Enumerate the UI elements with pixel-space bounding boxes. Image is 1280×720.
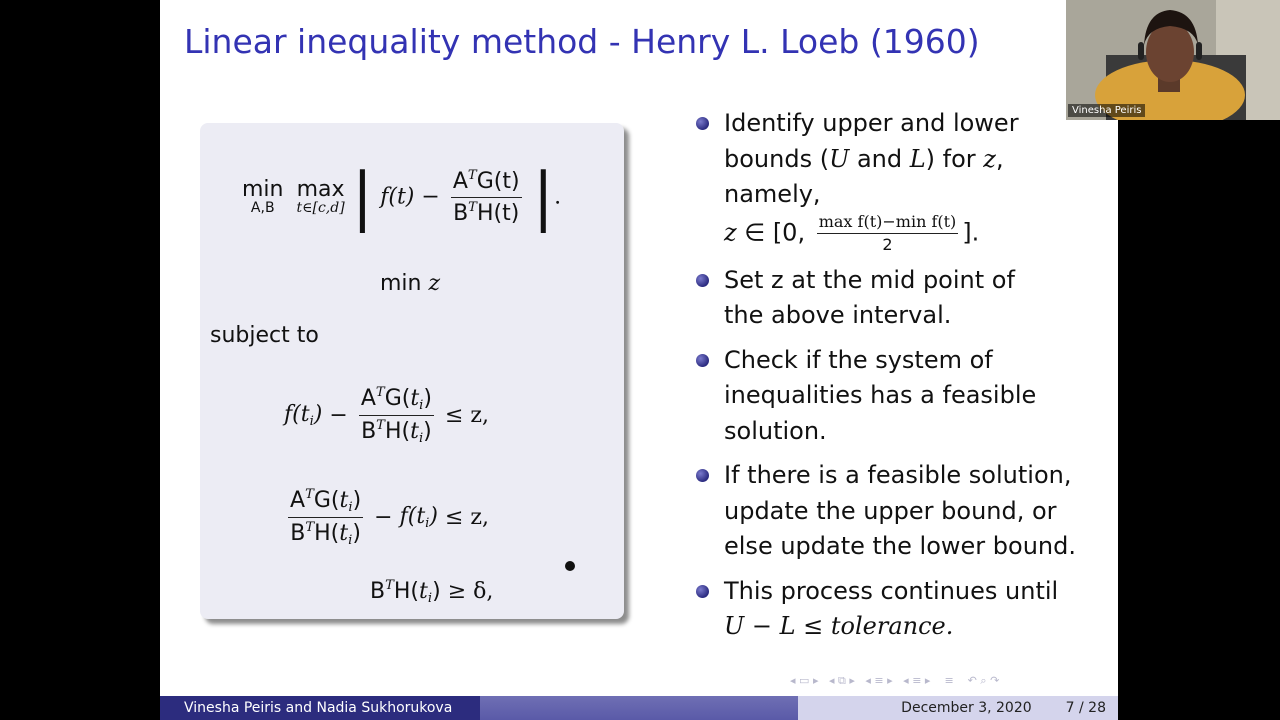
nav-right-icon[interactable]: ▸ bbox=[887, 674, 893, 687]
bullet-icon bbox=[696, 354, 709, 367]
bullet-item: Check if the system of inequalities has a feasible solution. bbox=[692, 343, 1112, 450]
beamer-navigation[interactable] bbox=[790, 674, 1110, 690]
nav-right-icon[interactable]: ▸ bbox=[812, 674, 819, 687]
webcam-tile[interactable] bbox=[1066, 0, 1280, 120]
nav-toc-icon[interactable]: ≡ bbox=[944, 674, 954, 687]
bullet-item: If there is a feasible solution, update the upper bound, or else update the lower bound. bbox=[692, 458, 1112, 565]
constraint-3: $B^TH(t_i) \ge \delta$, bbox=[370, 578, 494, 607]
nav-right-icon[interactable]: ▸ bbox=[924, 674, 931, 687]
constraint-2: $\frac{A^TG(t_i)}{B^TH(t_i)}$ − $f(t_i) \le z$, bbox=[290, 487, 489, 549]
slide-footer bbox=[160, 696, 1118, 720]
slide-title: Linear inequality method - Henry L. Loeb (1960) bbox=[184, 22, 980, 61]
footer-right bbox=[798, 696, 1118, 720]
footer-title-bar bbox=[480, 696, 798, 720]
bullet-icon bbox=[696, 585, 709, 598]
bullet-item: Set z at the mid point of the above interval. bbox=[692, 263, 1112, 334]
participant-name-label: Vinesha Peiris bbox=[1068, 104, 1145, 117]
mouse-pointer bbox=[565, 561, 575, 571]
nav-frame-icon[interactable]: ▭ bbox=[799, 674, 810, 687]
nav-search-icon[interactable]: ⌕ bbox=[980, 674, 987, 687]
participant-video bbox=[1066, 0, 1280, 120]
nav-left-icon[interactable]: ◂ bbox=[828, 674, 835, 687]
slide bbox=[160, 0, 1118, 720]
bullet-icon bbox=[696, 274, 709, 287]
bullet-icon bbox=[696, 469, 709, 482]
bullet-item: Identify upper and lower bounds (U and L) for z, namely, z ∈ [0, $\frac{\text{max f(t)−min f(t)}}{2}$ ]. bbox=[692, 106, 1112, 254]
bullet-list bbox=[692, 106, 1112, 654]
nav-right-icon[interactable]: ▸ bbox=[849, 674, 855, 687]
nav-back-icon[interactable]: ↶ bbox=[967, 674, 977, 687]
subject-to-label: subject to bbox=[210, 323, 319, 348]
nav-forward-icon[interactable]: ↷ bbox=[990, 674, 1000, 687]
nav-left-icon[interactable]: ◂ bbox=[865, 674, 871, 687]
nav-left-icon[interactable]: ◂ bbox=[903, 674, 909, 687]
nav-left-icon[interactable]: ◂ bbox=[790, 674, 796, 687]
footer-date: December 3, 2020 bbox=[901, 700, 1032, 716]
bullet-item: This process continues until U − L ≤ tolerance. bbox=[692, 574, 1112, 645]
nav-subsection-icon[interactable]: ⧉ bbox=[838, 674, 846, 687]
footer-authors: Vinesha Peiris and Nadia Sukhorukova bbox=[160, 696, 480, 720]
min-z: min z bbox=[380, 271, 441, 296]
nav-section-icon[interactable]: ≡ bbox=[874, 674, 884, 687]
constraint-1: $f(t_i)$ − $\frac{A^TG(t_i)}{B^TH(t_i)}$ ≤ z, bbox=[284, 385, 489, 447]
formulation-block bbox=[200, 123, 624, 619]
minimax-objective: min A,B max t∈[c,d] | f(t) − $\frac{A^TG(t)}{B^TH(t)}$ |. bbox=[242, 160, 562, 234]
footer-page-number: 7 / 28 bbox=[1065, 700, 1106, 716]
bullet-icon bbox=[696, 117, 709, 130]
nav-doc-icon[interactable]: ≡ bbox=[912, 674, 922, 687]
